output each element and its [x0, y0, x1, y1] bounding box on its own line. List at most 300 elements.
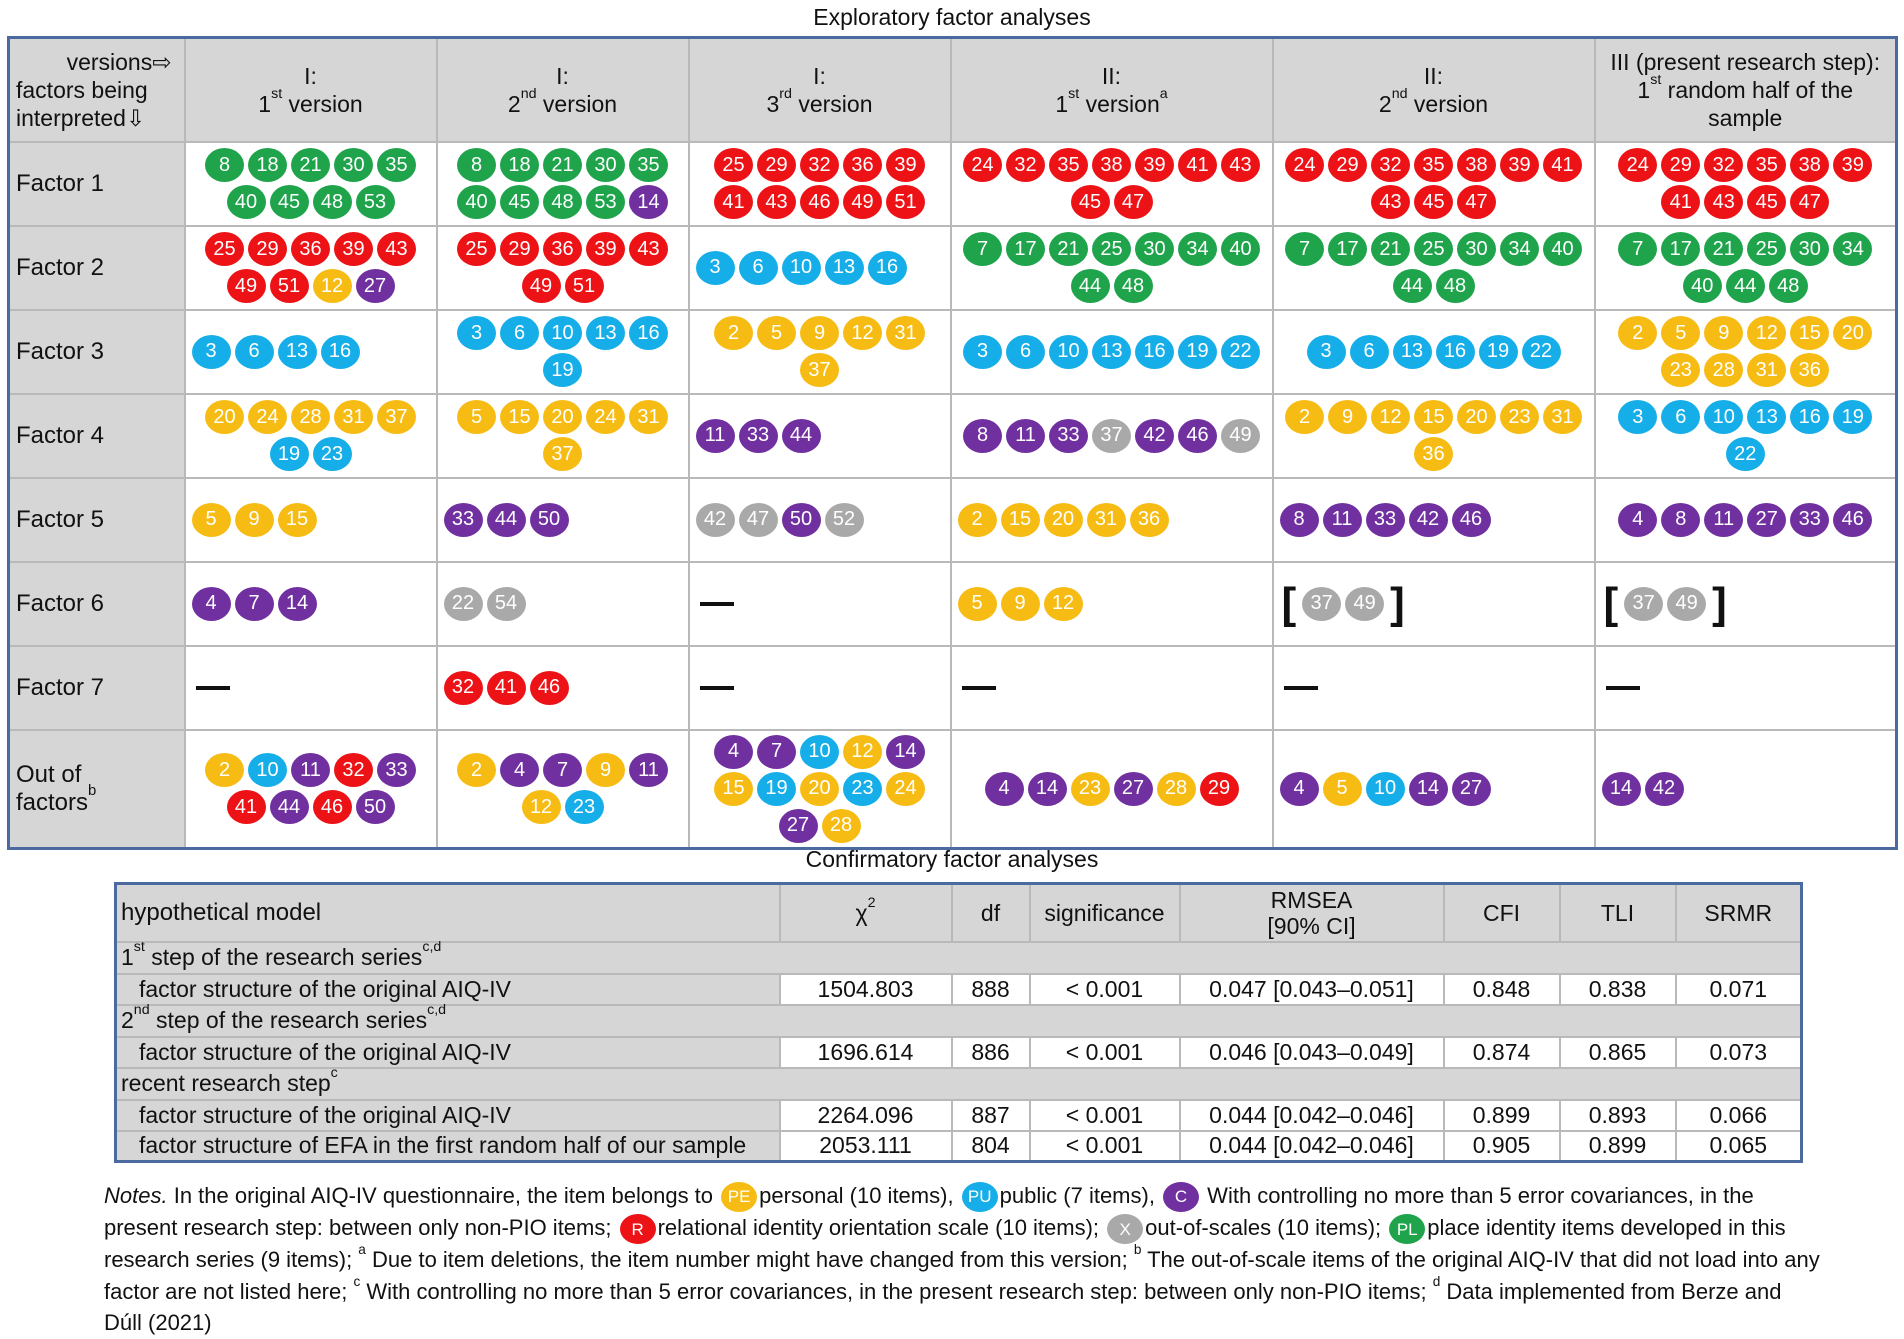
- srmr-value: 0.065: [1676, 1131, 1802, 1162]
- x-legend-text: out-of-scales (10 items);: [1145, 1215, 1388, 1241]
- step-text: step of the research series: [144, 944, 423, 970]
- item-group: [958, 148, 1266, 219]
- item-badge: 6: [1006, 335, 1045, 369]
- rmsea-label: RMSEA: [1270, 886, 1353, 913]
- item-badge: 32: [1371, 148, 1410, 182]
- item-badge: 17: [1006, 232, 1045, 266]
- item-badge: 22: [1522, 335, 1561, 369]
- item-badge: 37: [377, 400, 416, 434]
- item-badge: 11: [1006, 419, 1045, 453]
- cfi-value: 0.874: [1444, 1037, 1560, 1068]
- factor-cell: [951, 730, 1273, 849]
- item-badge: 45: [500, 185, 539, 219]
- step-ordinal: 2: [121, 1007, 134, 1033]
- item-badge: 44: [487, 503, 526, 537]
- factor-cell: [185, 226, 437, 310]
- item-badge: 14: [629, 185, 668, 219]
- chi-exponent: 2: [867, 895, 876, 912]
- item-badge: 49: [843, 185, 882, 219]
- item-badge: 24: [963, 148, 1002, 182]
- item-group: [192, 232, 430, 303]
- item-badge: 4: [1618, 503, 1657, 537]
- item-badge: 30: [1135, 232, 1174, 266]
- item-badge: 24: [1618, 148, 1657, 182]
- factor-label: Factor 7: [9, 646, 185, 730]
- item-group: [958, 772, 1266, 806]
- factor-cell: [951, 226, 1273, 310]
- efa-column-header: [951, 38, 1273, 142]
- df-value: 886: [952, 1037, 1030, 1068]
- item-group: [444, 671, 682, 705]
- factor-cell: [689, 562, 951, 646]
- factor-cell: [437, 310, 689, 394]
- item-badge: 38: [1790, 148, 1829, 182]
- item-badge: 29: [248, 232, 287, 266]
- item-badge: 12: [1747, 316, 1786, 350]
- item-badge: 37: [1302, 587, 1341, 621]
- item-badge: 48: [1769, 269, 1808, 303]
- item-group: [958, 335, 1266, 369]
- item-badge: 29: [1200, 772, 1239, 806]
- item-group: [192, 335, 430, 369]
- notes: [104, 1180, 1824, 1339]
- item-badge: 15: [1414, 400, 1453, 434]
- item-group: [444, 400, 682, 471]
- tli-header: TLI: [1560, 884, 1676, 942]
- significance-header: significance: [1030, 884, 1180, 942]
- item-badge: 9: [1704, 316, 1743, 350]
- item-badge: 53: [586, 185, 625, 219]
- factor-cell: [1273, 562, 1595, 646]
- item-badge: 29: [500, 232, 539, 266]
- item-badge: 28: [1157, 772, 1196, 806]
- item-badge: 30: [334, 148, 373, 182]
- item-badge: 27: [1747, 503, 1786, 537]
- tli-value: 0.865: [1560, 1037, 1676, 1068]
- factor-cell: [689, 310, 951, 394]
- cfa-data-row: [116, 1037, 1802, 1068]
- factor-cell: [689, 394, 951, 478]
- item-badge: 39: [334, 232, 373, 266]
- model-label: factor structure of the original AIQ-IV: [116, 1100, 780, 1131]
- item-badge: 3: [1618, 400, 1657, 434]
- item-badge: 4: [1280, 772, 1319, 806]
- item-badge: 54: [487, 587, 526, 621]
- item-badge: 29: [757, 148, 796, 182]
- item-badge: 22: [1221, 335, 1260, 369]
- step-label: [116, 1065, 1802, 1100]
- item-badge: 20: [1833, 316, 1872, 350]
- item-badge: 23: [843, 772, 882, 806]
- factor-row: [9, 478, 1897, 562]
- item-group: [1280, 335, 1588, 369]
- item-badge: 7: [543, 753, 582, 787]
- item-group: [1602, 772, 1890, 806]
- item-group: [444, 232, 682, 303]
- cfa-title: Confirmatory factor analyses: [805, 846, 1099, 872]
- column-line1: III (present research step):: [1610, 48, 1881, 75]
- efa-column-header: [1273, 38, 1595, 142]
- item-badge: 38: [1092, 148, 1131, 182]
- item-badge: 29: [1328, 148, 1367, 182]
- factor-label: Factor 5: [9, 478, 185, 562]
- item-badge: 4: [714, 735, 753, 769]
- item-badge: 40: [1543, 232, 1582, 266]
- cfa-data-row: [116, 1131, 1802, 1162]
- item-badge: 36: [1790, 353, 1829, 387]
- item-badge: 14: [1409, 772, 1448, 806]
- item-group: [958, 686, 1266, 690]
- item-badge: 2: [205, 753, 244, 787]
- item-badge: 13: [825, 251, 864, 285]
- column-version-text: version: [1079, 90, 1160, 117]
- item-badge: 19: [1479, 335, 1518, 369]
- column-ordinal-suffix: nd: [1391, 86, 1408, 103]
- item-badge: 13: [1393, 335, 1432, 369]
- item-badge: 21: [543, 148, 582, 182]
- item-badge: 14: [278, 587, 317, 621]
- factors-label-line2: interpreted⇩: [16, 104, 146, 131]
- item-badge: 10: [248, 753, 287, 787]
- efa-column-header: [689, 38, 951, 142]
- factor-label: Factor 1: [9, 142, 185, 226]
- item-badge: 25: [457, 232, 496, 266]
- item-badge: 38: [1457, 148, 1496, 182]
- item-badge: 9: [1328, 400, 1367, 434]
- item-group: [192, 587, 430, 621]
- item-badge: 33: [377, 753, 416, 787]
- column-ordinal-suffix: nd: [520, 86, 537, 103]
- item-badge: 19: [270, 437, 309, 471]
- step-row-3: [116, 1068, 1802, 1100]
- item-badge: 25: [1414, 232, 1453, 266]
- item-group: [1280, 148, 1588, 219]
- efa-title: Exploratory factor analyses: [813, 4, 1091, 30]
- item-badge: 31: [886, 316, 925, 350]
- empty-dash: [1284, 686, 1318, 690]
- column-ordinal-suffix: st: [1650, 72, 1662, 89]
- item-badge: 20: [543, 400, 582, 434]
- item-badge: 4: [985, 772, 1024, 806]
- footnote-mark-b: b: [88, 783, 97, 800]
- factor-cell: [1273, 730, 1595, 849]
- item-badge: 46: [1452, 503, 1491, 537]
- significance-value: < 0.001: [1030, 1131, 1180, 1162]
- item-badge: 16: [629, 316, 668, 350]
- item-group: [696, 419, 944, 453]
- item-badge: 19: [1178, 335, 1217, 369]
- item-badge: 43: [1371, 185, 1410, 219]
- pe-legend-text: personal (10 items),: [759, 1183, 960, 1208]
- factor-label: Factor 3: [9, 310, 185, 394]
- factor-label: Factor 4: [9, 394, 185, 478]
- item-badge: 24: [248, 400, 287, 434]
- factor-cell: [951, 646, 1273, 730]
- item-badge: 34: [1178, 232, 1217, 266]
- item-badge: 15: [500, 400, 539, 434]
- notes-intro: In the original AIQ-IV questionnaire, the item belongs to: [167, 1183, 720, 1208]
- column-ordinal: 1: [1055, 90, 1069, 117]
- column-ordinal: 1: [1637, 76, 1651, 103]
- item-badge: 25: [1092, 232, 1131, 266]
- item-group: [192, 686, 430, 690]
- item-badge: 51: [565, 269, 604, 303]
- item-badge: 16: [868, 251, 907, 285]
- item-badge: 8: [1661, 503, 1700, 537]
- column-version-text: version: [791, 90, 873, 117]
- item-badge: 39: [886, 148, 925, 182]
- item-group: [444, 587, 682, 621]
- item-badge: 22: [444, 587, 483, 621]
- factor-cell: [1273, 310, 1595, 394]
- factor-cell: [689, 730, 951, 849]
- item-badge: 44: [782, 419, 821, 453]
- item-group: [958, 503, 1266, 537]
- column-line1: II:: [1423, 62, 1444, 89]
- step-label: [116, 1002, 1802, 1037]
- significance-value: < 0.001: [1030, 1037, 1180, 1068]
- cfa-table: [114, 882, 1803, 1163]
- item-group: [696, 686, 944, 690]
- step-text: recent research step: [121, 1070, 331, 1096]
- model-header: hypothetical model: [116, 884, 780, 942]
- item-badge: 5: [192, 503, 231, 537]
- cfa-data-row: [116, 1100, 1802, 1131]
- item-badge: 45: [270, 185, 309, 219]
- item-badge: 28: [822, 809, 861, 843]
- note-mark-c: c: [353, 1273, 361, 1289]
- column-line1: I:: [813, 62, 826, 89]
- item-group: [696, 735, 944, 843]
- item-badge: 7: [757, 735, 796, 769]
- rmsea-header: [1180, 884, 1444, 942]
- item-badge: 7: [235, 587, 274, 621]
- item-badge: 43: [1221, 148, 1260, 182]
- item-badge: 3: [1307, 335, 1346, 369]
- efa-column-header: [1595, 38, 1897, 142]
- factor-cell: [689, 646, 951, 730]
- item-badge: 12: [522, 790, 561, 824]
- item-badge: 9: [235, 503, 274, 537]
- factor-row: [9, 562, 1897, 646]
- item-badge: 46: [800, 185, 839, 219]
- item-badge: 12: [313, 269, 352, 303]
- chi-value: 1696.614: [780, 1037, 952, 1068]
- item-badge: 21: [291, 148, 330, 182]
- item-group: [1280, 400, 1588, 471]
- cfi-value: 0.848: [1444, 974, 1560, 1005]
- efa-corner-cell: [9, 38, 185, 142]
- item-badge: 8: [457, 148, 496, 182]
- item-badge: 36: [1414, 437, 1453, 471]
- step-ordinal-suffix: st: [133, 939, 145, 956]
- note-text-b: The out-of-scale items of the original AIQ-IV that did not load into any factor are not listed here;: [104, 1247, 1820, 1304]
- item-badge: 33: [444, 503, 483, 537]
- item-badge: 10: [782, 251, 821, 285]
- chi-value: 2264.096: [780, 1100, 952, 1131]
- item-badge: 12: [1371, 400, 1410, 434]
- item-badge: 23: [565, 790, 604, 824]
- rmsea-value: 0.044 [0.042–0.046]: [1180, 1100, 1444, 1131]
- column-ordinal-suffix: st: [271, 86, 283, 103]
- item-badge: 13: [278, 335, 317, 369]
- factor-row: [9, 142, 1897, 226]
- item-badge: 47: [739, 503, 778, 537]
- item-badge: 27: [1452, 772, 1491, 806]
- pl-legend-badge: PL: [1389, 1214, 1425, 1244]
- item-badge: 14: [1602, 772, 1641, 806]
- item-badge: 19: [1833, 400, 1872, 434]
- column-line1: II:: [1101, 62, 1122, 89]
- item-group: [444, 503, 682, 537]
- item-badge: 43: [757, 185, 796, 219]
- item-badge: 49: [1345, 587, 1384, 621]
- item-badge: 44: [1726, 269, 1765, 303]
- item-badge: 33: [739, 419, 778, 453]
- item-badge: 45: [1747, 185, 1786, 219]
- efa-column-header: [437, 38, 689, 142]
- item-badge: 42: [696, 503, 735, 537]
- item-badge: 8: [205, 148, 244, 182]
- item-group: [1280, 686, 1588, 690]
- item-badge: 15: [714, 772, 753, 806]
- item-badge: 30: [1457, 232, 1496, 266]
- item-badge: 35: [1049, 148, 1088, 182]
- item-badge: 5: [757, 316, 796, 350]
- item-badge: 16: [1135, 335, 1174, 369]
- factor-row: [9, 394, 1897, 478]
- factor-cell: [1273, 646, 1595, 730]
- item-badge: 39: [1500, 148, 1539, 182]
- item-badge: 42: [1645, 772, 1684, 806]
- item-badge: 52: [825, 503, 864, 537]
- item-badge: 3: [696, 251, 735, 285]
- item-group: [1280, 772, 1588, 806]
- footnote-mark-a: a: [1159, 86, 1168, 103]
- item-badge: 15: [1001, 503, 1040, 537]
- item-badge: 17: [1661, 232, 1700, 266]
- item-badge: 27: [1114, 772, 1153, 806]
- item-badge: 36: [843, 148, 882, 182]
- df-value: 804: [952, 1131, 1030, 1162]
- item-badge: 35: [1747, 148, 1786, 182]
- item-badge: 9: [1001, 587, 1040, 621]
- cfa-data-row: [116, 974, 1802, 1005]
- step-label: [116, 939, 1802, 974]
- step-ordinal-suffix: nd: [133, 1002, 150, 1019]
- item-badge: 39: [1135, 148, 1174, 182]
- item-badge: 46: [313, 790, 352, 824]
- item-badge: 45: [1414, 185, 1453, 219]
- item-badge: 7: [963, 232, 1002, 266]
- efa-table: [7, 36, 1898, 850]
- cfi-value: 0.899: [1444, 1100, 1560, 1131]
- item-badge: 3: [457, 316, 496, 350]
- empty-dash: [700, 686, 734, 690]
- item-badge: 49: [1221, 419, 1260, 453]
- item-badge: 20: [205, 400, 244, 434]
- factor-cell: [1595, 394, 1897, 478]
- item-badge: 46: [1178, 419, 1217, 453]
- factor-cell: [1595, 562, 1897, 646]
- item-badge: 18: [248, 148, 287, 182]
- significance-value: < 0.001: [1030, 1100, 1180, 1131]
- factor-row: [9, 730, 1897, 849]
- item-group: [1602, 148, 1890, 219]
- item-badge: 48: [313, 185, 352, 219]
- item-badge: 27: [779, 809, 818, 843]
- item-badge: 15: [278, 503, 317, 537]
- step-footnote: c,d: [427, 1002, 447, 1019]
- item-badge: 5: [457, 400, 496, 434]
- factor-row: [9, 310, 1897, 394]
- factor-cell: [1273, 142, 1595, 226]
- item-badge: 6: [1350, 335, 1389, 369]
- item-badge: 5: [1323, 772, 1362, 806]
- item-badge: 43: [629, 232, 668, 266]
- item-group: [1280, 503, 1588, 537]
- item-group: [1602, 503, 1890, 537]
- cfi-value: 0.905: [1444, 1131, 1560, 1162]
- efa-header-row: [9, 38, 1897, 142]
- item-badge: 12: [1044, 587, 1083, 621]
- pe-legend-badge: PE: [721, 1182, 757, 1212]
- item-badge: 15: [1790, 316, 1829, 350]
- item-badge: 34: [1500, 232, 1539, 266]
- item-badge: 3: [192, 335, 231, 369]
- item-group: [696, 503, 944, 537]
- item-group: [444, 316, 682, 387]
- item-badge: 47: [1790, 185, 1829, 219]
- srmr-value: 0.066: [1676, 1100, 1802, 1131]
- item-badge: 11: [1704, 503, 1743, 537]
- item-group: [444, 753, 682, 824]
- factor-label: Factor 6: [9, 562, 185, 646]
- cfa-header-row: [116, 884, 1802, 942]
- item-badge: 49: [522, 269, 561, 303]
- factor-cell: [951, 394, 1273, 478]
- item-badge: 14: [886, 735, 925, 769]
- srmr-header: SRMR: [1676, 884, 1802, 942]
- pl-legend-text: place identity items developed in this research series (9 items);: [104, 1215, 1786, 1273]
- item-group: [958, 587, 1266, 621]
- item-badge: 44: [270, 790, 309, 824]
- factors-label-line1: factors being: [16, 76, 148, 103]
- item-badge: 27: [356, 269, 395, 303]
- empty-dash: [1606, 686, 1640, 690]
- factor-cell: [185, 562, 437, 646]
- factor-cell: [185, 730, 437, 849]
- item-badge: 48: [1436, 269, 1475, 303]
- factor-cell: [1273, 478, 1595, 562]
- item-badge: 35: [377, 148, 416, 182]
- item-badge: 34: [1833, 232, 1872, 266]
- item-badge: 21: [1371, 232, 1410, 266]
- item-badge: 53: [356, 185, 395, 219]
- factor-cell: [185, 478, 437, 562]
- item-badge: 21: [1049, 232, 1088, 266]
- item-badge: 8: [1280, 503, 1319, 537]
- item-badge: 48: [543, 185, 582, 219]
- left-bracket: [: [1603, 578, 1619, 628]
- item-badge: 11: [629, 753, 668, 787]
- column-version-text: version: [1407, 90, 1489, 117]
- item-badge: 19: [543, 353, 582, 387]
- item-badge: 2: [1285, 400, 1324, 434]
- item-badge: 16: [321, 335, 360, 369]
- item-group: [1280, 232, 1588, 303]
- item-badge: 2: [714, 316, 753, 350]
